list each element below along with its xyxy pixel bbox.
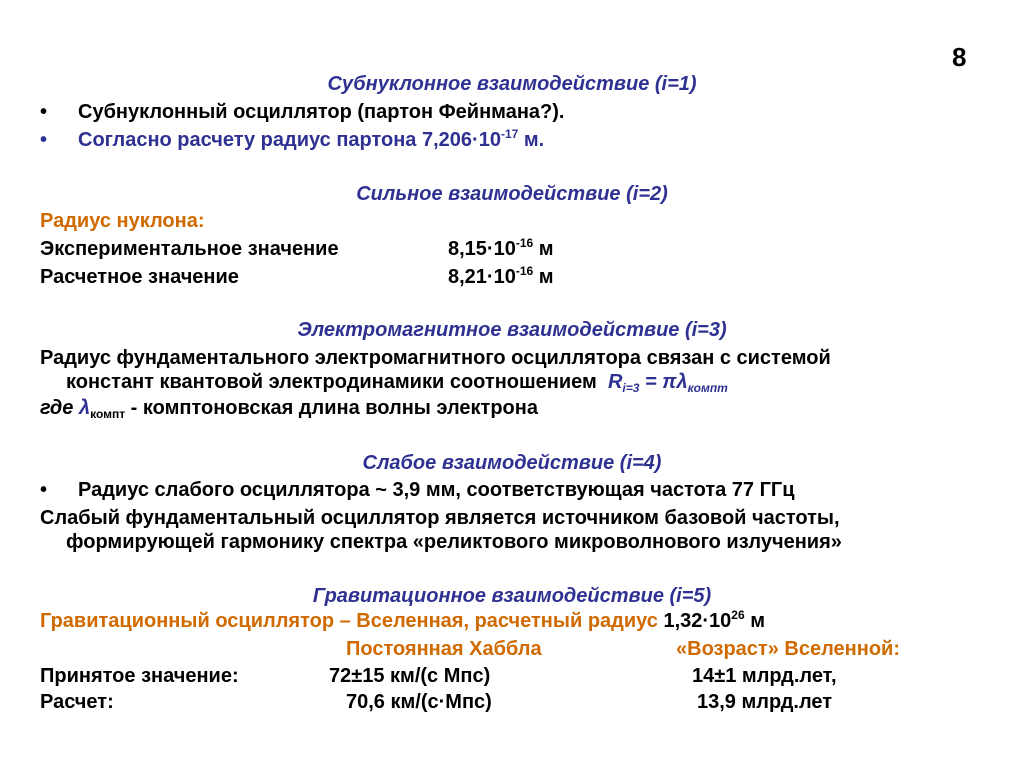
value-exponent: -16 bbox=[515, 264, 534, 278]
lambda-subscript: компт bbox=[90, 407, 126, 421]
age-header: «Возраст» Вселенной: bbox=[676, 638, 900, 660]
experimental-value-label: Экспериментальное значение bbox=[40, 238, 339, 260]
section3-line1: Радиус фундаментального электромагнитного осциллятора связан с системой bbox=[40, 347, 831, 369]
value-mantissa: 8,21·10 bbox=[448, 266, 516, 288]
section3-line2 bbox=[66, 370, 728, 394]
calculated-hubble: 70,6 км/(с·Мпс) bbox=[346, 691, 492, 713]
universe-radius-mantissa: 1,32·10 bbox=[663, 610, 732, 632]
parton-radius-unit: м. bbox=[518, 129, 545, 151]
formula-R-subscript: i=3 bbox=[622, 381, 640, 395]
formula-R: R bbox=[607, 371, 623, 393]
section1-title: Субнуклонное взаимодействие (i=1) bbox=[327, 73, 697, 95]
calculated-label: Расчет: bbox=[40, 691, 114, 713]
calculated-age: 13,9 млрд.лет bbox=[697, 691, 833, 713]
section4-line2: формирующей гармонику спектра «реликтового микроволнового излучения» bbox=[66, 531, 842, 553]
value-unit: м bbox=[533, 238, 554, 260]
parton-radius-text: Согласно расчету радиус партона 7,206·10 bbox=[78, 129, 501, 151]
formula-rhs: = πλ bbox=[639, 371, 688, 393]
section1-bullet2 bbox=[40, 128, 47, 152]
hubble-header: Постоянная Хаббла bbox=[346, 638, 542, 660]
experimental-value bbox=[448, 237, 554, 261]
value-exponent: -16 bbox=[515, 236, 534, 250]
universe-radius-text: Гравитационный осциллятор – Вселенная, расчетный радиус bbox=[40, 610, 664, 632]
section3-line3-text: - комптоновская длина волны электрона bbox=[125, 397, 538, 419]
parton-radius-exponent: -17 bbox=[500, 127, 519, 141]
value-mantissa: 8,15·10 bbox=[448, 238, 516, 260]
section2-subtitle: Радиус нуклона: bbox=[40, 210, 205, 232]
section1-bullet1 bbox=[40, 100, 47, 124]
bullet-marker: • bbox=[40, 101, 48, 123]
section4-line1: Слабый фундаментальный осциллятор является источником базовой частоты, bbox=[40, 507, 840, 529]
section5-title: Гравитационное взаимодействие (i=5) bbox=[312, 585, 712, 607]
section3-line3 bbox=[40, 396, 538, 420]
section2-title: Сильное взаимодействие (i=2) bbox=[356, 183, 668, 205]
where-word: где bbox=[40, 397, 79, 419]
section1-line1: Субнуклонный осциллятор (партон Фейнмана?). bbox=[78, 101, 565, 123]
page-number: 8 bbox=[952, 42, 967, 72]
universe-radius-exponent: 26 bbox=[731, 608, 745, 622]
accepted-hubble: 72±15 км/(с Мпс) bbox=[329, 665, 491, 687]
calculated-value-label: Расчетное значение bbox=[40, 266, 239, 288]
section5-line1 bbox=[40, 609, 765, 633]
section4-title: Слабое взаимодействие (i=4) bbox=[362, 452, 662, 474]
value-unit: м bbox=[533, 266, 554, 288]
section1-line2 bbox=[78, 128, 544, 152]
section4-bullet-line: Радиус слабого осциллятора ~ 3,9 мм, соответствующая частота 77 ГГц bbox=[78, 479, 795, 501]
section3-title: Электромагнитное взаимодействие (i=3) bbox=[297, 319, 727, 341]
section3-line2-text: констант квантовой электродинамики соотношением bbox=[66, 371, 597, 393]
bullet-marker: • bbox=[40, 129, 48, 151]
formula-lambda-subscript: компт bbox=[687, 381, 728, 395]
bullet-marker: • bbox=[40, 479, 48, 501]
calculated-value bbox=[448, 265, 554, 289]
universe-radius-unit: м bbox=[744, 610, 766, 632]
lambda-symbol: λ bbox=[78, 397, 91, 419]
section4-bullet bbox=[40, 478, 47, 502]
formula bbox=[608, 371, 728, 393]
accepted-label: Принятое значение: bbox=[40, 665, 239, 687]
accepted-age: 14±1 млрд.лет, bbox=[692, 665, 837, 687]
